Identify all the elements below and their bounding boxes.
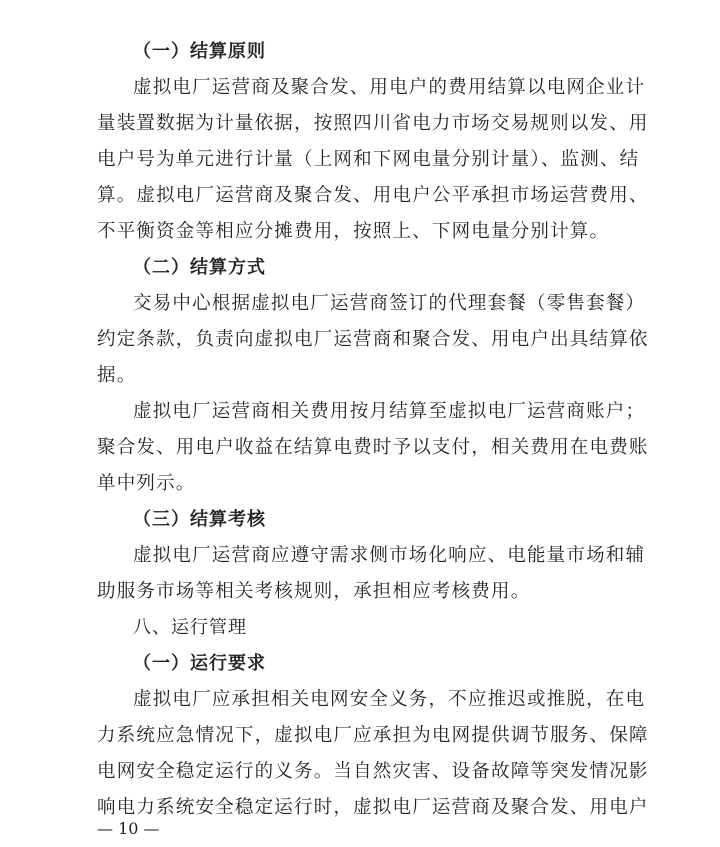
text-line: 单中列示。 <box>97 473 196 494</box>
text-line: 虚拟电厂运营商相关费用按月结算至虚拟电厂运营商账户； <box>133 401 646 422</box>
section-title-operation-management: 八、运行管理 <box>133 617 247 638</box>
text-line: 虚拟电厂应承担相关电网安全义务，不应推迟或推脱，在电 <box>133 689 646 710</box>
text-line: 助服务市场等相关考核规则，承担相应考核费用。 <box>97 581 531 602</box>
heading-settlement-method: （二）结算方式 <box>133 257 266 278</box>
heading-settlement-assessment: （三）结算考核 <box>133 509 266 530</box>
text-line: 虚拟电厂运营商及聚合发、用电户的费用结算以电网企业计 <box>133 77 646 98</box>
text-line: 约定条款，负责向虚拟电厂运营商和聚合发、用电户出具结算依 <box>97 329 649 350</box>
text-line: 力系统应急情况下，虚拟电厂应承担为电网提供调节服务、保障 <box>97 725 649 746</box>
text-line: 聚合发、用电户收益在结算电费时予以支付，相关费用在电费账 <box>97 437 649 458</box>
text-line: 量装置数据为计量依据，按照四川省电力市场交易规则以发、用 <box>97 113 649 134</box>
text-line: 交易中心根据虚拟电厂运营商签订的代理套餐（零售套餐） <box>133 293 646 314</box>
heading-settlement-principle: （一）结算原则 <box>133 41 266 62</box>
page-number: — 10 — <box>97 819 160 838</box>
text-line: 响电力系统安全稳定运行时，虚拟电厂运营商及聚合发、用电户 <box>97 797 649 818</box>
text-line: 电网安全稳定运行的义务。当自然灾害、设备故障等突发情况影 <box>97 761 649 782</box>
text-line: 据。 <box>97 365 137 386</box>
text-line: 虚拟电厂运营商应遵守需求侧市场化响应、电能量市场和辅 <box>133 545 646 566</box>
text-line: 电户号为单元进行计量（上网和下网电量分别计量）、监测、结 <box>97 149 640 170</box>
text-line: 算。虚拟电厂运营商及聚合发、用电户公平承担市场运营费用、 <box>97 185 649 206</box>
text-line: 不平衡资金等相应分摊费用，按照上、下网电量分别计算。 <box>97 221 610 242</box>
heading-operation-requirements: （一）运行要求 <box>133 653 266 674</box>
